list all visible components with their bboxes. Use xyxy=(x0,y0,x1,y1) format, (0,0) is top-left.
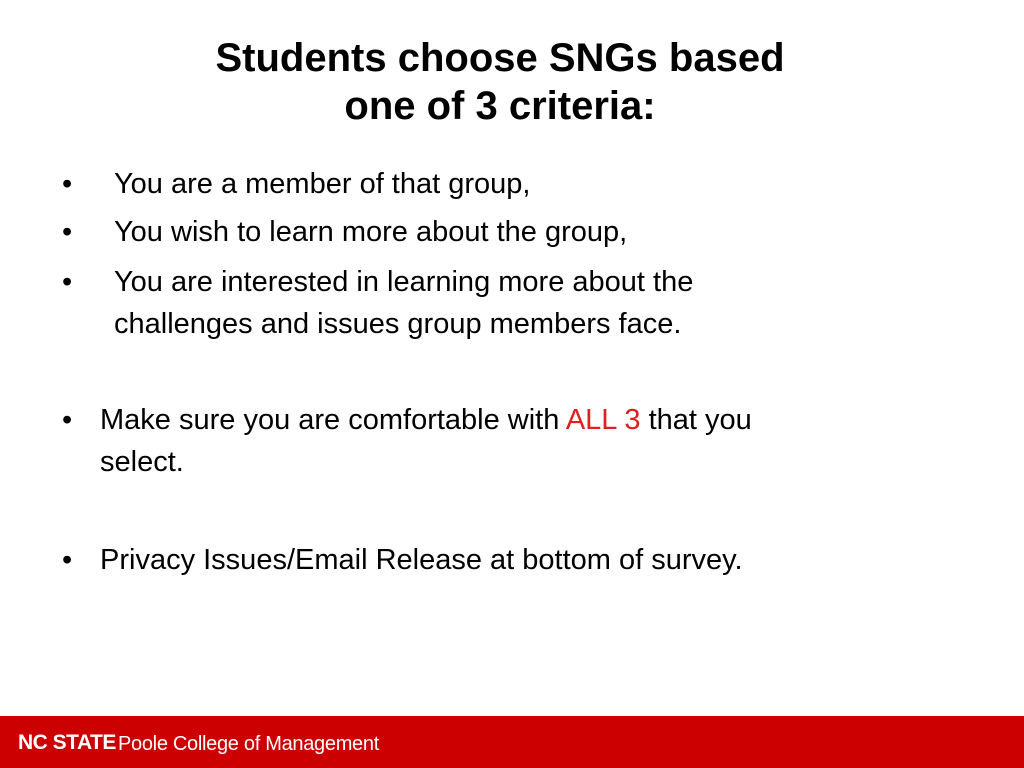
bullet-icon: • xyxy=(62,216,73,248)
footer-bar xyxy=(0,716,1024,768)
privacy-text: Privacy Issues/Email Release at bottom of survey. xyxy=(100,544,743,576)
bullet-icon: • xyxy=(62,544,73,576)
bullet-icon: • xyxy=(62,404,73,436)
criterion-text: You are interested in learning more about the xyxy=(114,266,694,298)
bullet-icon: • xyxy=(62,168,73,200)
slide-title xyxy=(0,34,1000,130)
title-line-2: one of 3 criteria: xyxy=(344,84,656,128)
college-name: Poole College of Management xyxy=(118,733,379,755)
comfort-text xyxy=(100,400,752,440)
comfort-text-after: that you xyxy=(640,404,752,436)
comfort-text-continued: select. xyxy=(100,446,184,478)
criterion-text-continued: challenges and issues group members face. xyxy=(114,308,682,340)
criterion-text: You wish to learn more about the group, xyxy=(114,216,628,248)
comfort-text-before: Make sure you are comfortable with xyxy=(100,404,566,436)
criterion-text: You are a member of that group, xyxy=(114,168,531,200)
bullet-icon: • xyxy=(62,266,73,298)
nc-state-logo: NC STATE xyxy=(18,731,116,754)
all-3-highlight: ALL 3 xyxy=(565,404,641,436)
title-line-1: Students choose SNGs based xyxy=(215,36,785,80)
